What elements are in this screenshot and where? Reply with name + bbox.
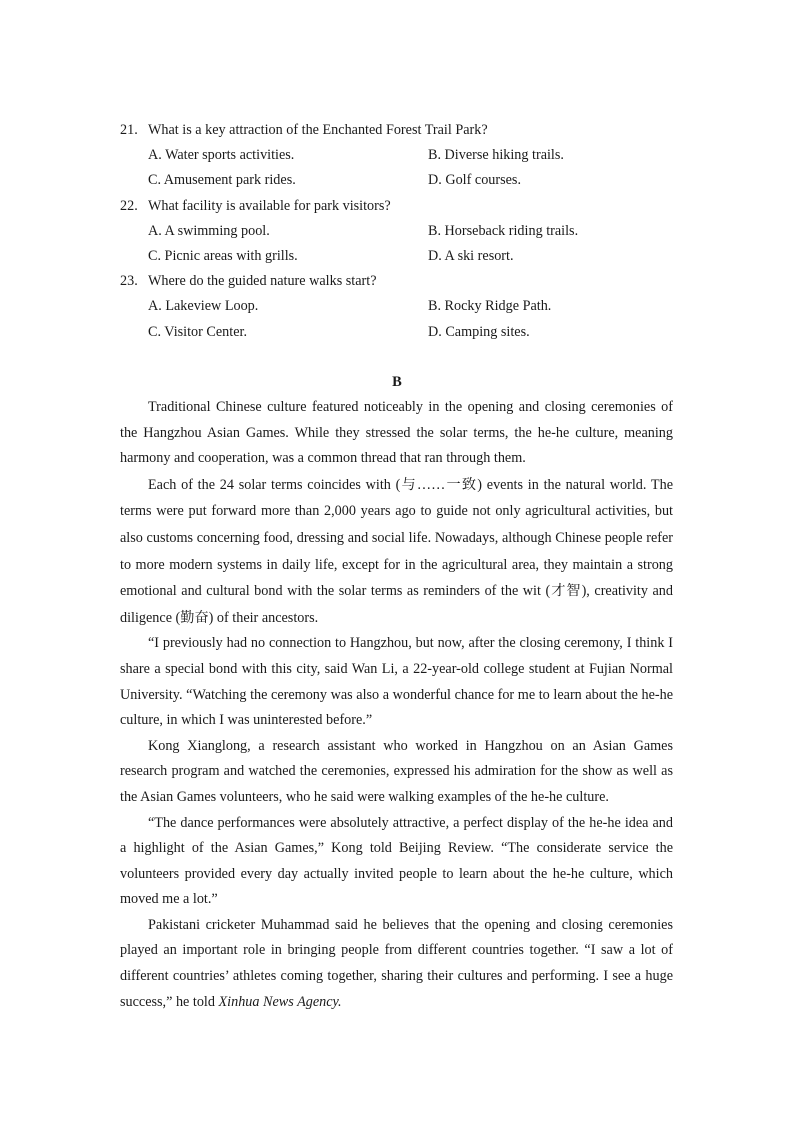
option-row: [120, 294, 680, 319]
passage-paragraph: “The dance performances were absolutely attractive, a perfect display of the he-he idea and a highlight of the Asian Games,” Kong told Beijing Review. “The considerate service the volunteers provided every day actually invited people to learn about the he-he culture, which moved me a lot.”: [120, 814, 673, 908]
question-number: 23.: [120, 273, 138, 290]
option-d: D. A ski resort.: [428, 247, 514, 264]
option-b: B. Horseback riding trails.: [428, 222, 579, 239]
option-c: C. Visitor Center.: [148, 323, 247, 340]
option-a: A. A swimming pool.: [148, 222, 270, 239]
question-number: 22.: [120, 197, 138, 214]
question-number: 21.: [120, 122, 138, 138]
question-stem-row: [120, 118, 680, 143]
option-row: [120, 320, 680, 345]
question-stem: What facility is available for park visitors?: [148, 197, 391, 214]
option-a: A. Lakeview Loop.: [148, 298, 259, 315]
option-d: D. Camping sites.: [428, 323, 530, 340]
question-list: [120, 118, 680, 345]
passage-paragraph: Each of the 24 solar terms coincides with (与……一致) events in the natural world. The terms were put forward more than 2,000 years ago to guide not only agricultural activities, but also customs concerning food, dressing and social life. Nowadays, although Chinese people refer to more modern systems in daily life, except for in the agricultural area, they maintain a strong emotional and cultural bond with the solar terms as reminders of the wit (才智), creativity and diligence (勤奋) of their ancestors.: [120, 476, 673, 626]
passage-paragraph: “I previously had no connection to Hangzhou, but now, after the closing ceremony, I think I share a special bond with this city, said Wan Li, a 22-year-old college student at Fujian Normal University. “Watching the ceremony was also a wonderful chance for me to learn about the he-he culture, in which I was uninterested before.”: [120, 635, 673, 729]
paragraph-text: Pakistani cricketer Muhammad said he believes that the opening and closing ceremonies played an important role in bringing people from different countries together. “I saw a lot of different countries’ athletes coming together, sharing their cultures and performing. I see a huge success,” he told: [120, 916, 673, 1010]
option-d: D. Golf courses.: [428, 172, 521, 189]
question-stem: What is a key attraction of the Enchanted Forest Trail Park?: [148, 122, 488, 138]
option-b: B. Rocky Ridge Path.: [428, 298, 552, 315]
option-b: B. Diverse hiking trails.: [428, 147, 564, 164]
reading-passage: [120, 395, 673, 1015]
passage-paragraph: [120, 913, 673, 1015]
option-row: [120, 219, 680, 244]
option-a: A. Water sports activities.: [148, 147, 295, 164]
question-stem-row: [120, 194, 680, 219]
option-c: C. Picnic areas with grills.: [148, 247, 298, 264]
passage-paragraph: Kong Xianglong, a research assistant who worked in Hangzhou on an Asian Games research program and watched the ceremonies, expressed his admiration for the show as well as the Asian Games volunteers, who he said were walking examples of the he-he culture.: [120, 737, 673, 805]
option-row: [120, 168, 680, 193]
section-title: B: [392, 374, 402, 390]
option-row: [120, 143, 680, 168]
option-row: [120, 244, 680, 269]
question-stem-row: [120, 269, 680, 294]
question-stem: Where do the guided nature walks start?: [148, 273, 377, 290]
source-name: Xinhua News Agency.: [218, 993, 342, 1010]
passage-paragraph: Traditional Chinese culture featured noticeably in the opening and closing ceremonies of the Hangzhou Asian Games. While they stressed the solar terms, the he-he culture, meaning harmony and cooperation, was a common thread that ran through them.: [120, 399, 673, 467]
option-c: C. Amusement park rides.: [148, 172, 296, 189]
